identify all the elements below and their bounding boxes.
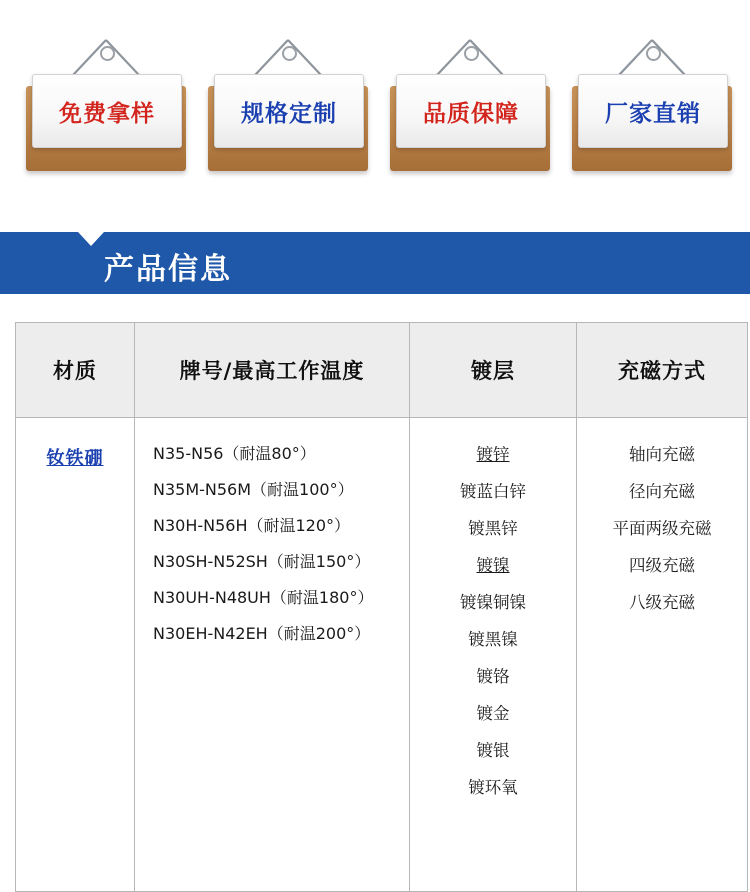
sign-wood-board xyxy=(390,86,550,171)
triangle-notch-icon xyxy=(78,232,104,246)
hanging-sign-4 xyxy=(572,24,732,184)
grade-list xyxy=(153,436,409,652)
cell-grades xyxy=(135,418,410,892)
list-item: 八级充磁 xyxy=(629,593,695,612)
plating-list xyxy=(410,436,576,806)
column-header-material: 材质 xyxy=(16,323,135,418)
list-item: 平面两级充磁 xyxy=(612,519,712,538)
list-item: 镀铬 xyxy=(476,667,510,686)
sign-plate xyxy=(214,74,364,148)
cell-magnetizing xyxy=(577,418,748,892)
sign-label-2: 规格定制 xyxy=(241,100,337,127)
sign-label-3: 品质保障 xyxy=(423,100,519,127)
list-item: 径向充磁 xyxy=(629,482,695,501)
sign-hook-ring-icon xyxy=(100,46,115,61)
product-info-table-wrap xyxy=(15,322,735,892)
hanging-sign-3 xyxy=(390,24,550,184)
sign-plate xyxy=(396,74,546,148)
list-item: 镀镍铜镍 xyxy=(460,593,526,612)
sign-hook-ring-icon xyxy=(646,46,661,61)
sign-label-4: 厂家直销 xyxy=(605,100,701,127)
hanging-sign-1 xyxy=(26,24,186,184)
column-header-magnetizing: 充磁方式 xyxy=(577,323,748,418)
cell-material xyxy=(16,418,135,892)
sign-plate xyxy=(32,74,182,148)
hanging-sign-2 xyxy=(208,24,368,184)
hanging-sign-banner-group xyxy=(0,0,750,210)
list-item: 镀锌 xyxy=(476,445,510,464)
product-spec-table xyxy=(15,322,748,892)
material-link-ndfeb[interactable]: 钕铁硼 xyxy=(46,448,104,469)
list-item: N35M-N56M（耐温100°） xyxy=(153,480,354,499)
sign-plate xyxy=(578,74,728,148)
column-header-grade-temperature: 牌号/最高工作温度 xyxy=(135,323,410,418)
list-item: 镀银 xyxy=(476,741,510,760)
sign-wood-board xyxy=(208,86,368,171)
list-item: 四级充磁 xyxy=(629,556,695,575)
cell-plating xyxy=(410,418,577,892)
list-item: N30EH-N42EH（耐温200°） xyxy=(153,624,371,643)
section-header-bar xyxy=(0,232,750,294)
table-header-row xyxy=(16,323,748,418)
list-item: 镀金 xyxy=(476,704,510,723)
list-item: N30UH-N48UH（耐温180°） xyxy=(153,588,374,607)
list-item: 镀蓝白锌 xyxy=(460,482,526,501)
magnetizing-list xyxy=(577,436,747,621)
list-item: 镀环氧 xyxy=(468,778,518,797)
sign-wood-board xyxy=(26,86,186,171)
list-item: 镀黑锌 xyxy=(468,519,518,538)
table-row xyxy=(16,418,748,892)
page-title: 产品信息 xyxy=(104,252,232,287)
list-item: N30SH-N52SH（耐温150°） xyxy=(153,552,371,571)
sign-wood-board xyxy=(572,86,732,171)
sign-hook-ring-icon xyxy=(464,46,479,61)
list-item: 轴向充磁 xyxy=(629,445,695,464)
column-header-plating: 镀层 xyxy=(410,323,577,418)
list-item: 镀镍 xyxy=(476,556,510,575)
list-item: N30H-N56H（耐温120°） xyxy=(153,516,351,535)
sign-hook-ring-icon xyxy=(282,46,297,61)
list-item: N35-N56（耐温80°） xyxy=(153,444,316,463)
list-item: 镀黑镍 xyxy=(468,630,518,649)
sign-label-1: 免费拿样 xyxy=(59,100,155,127)
